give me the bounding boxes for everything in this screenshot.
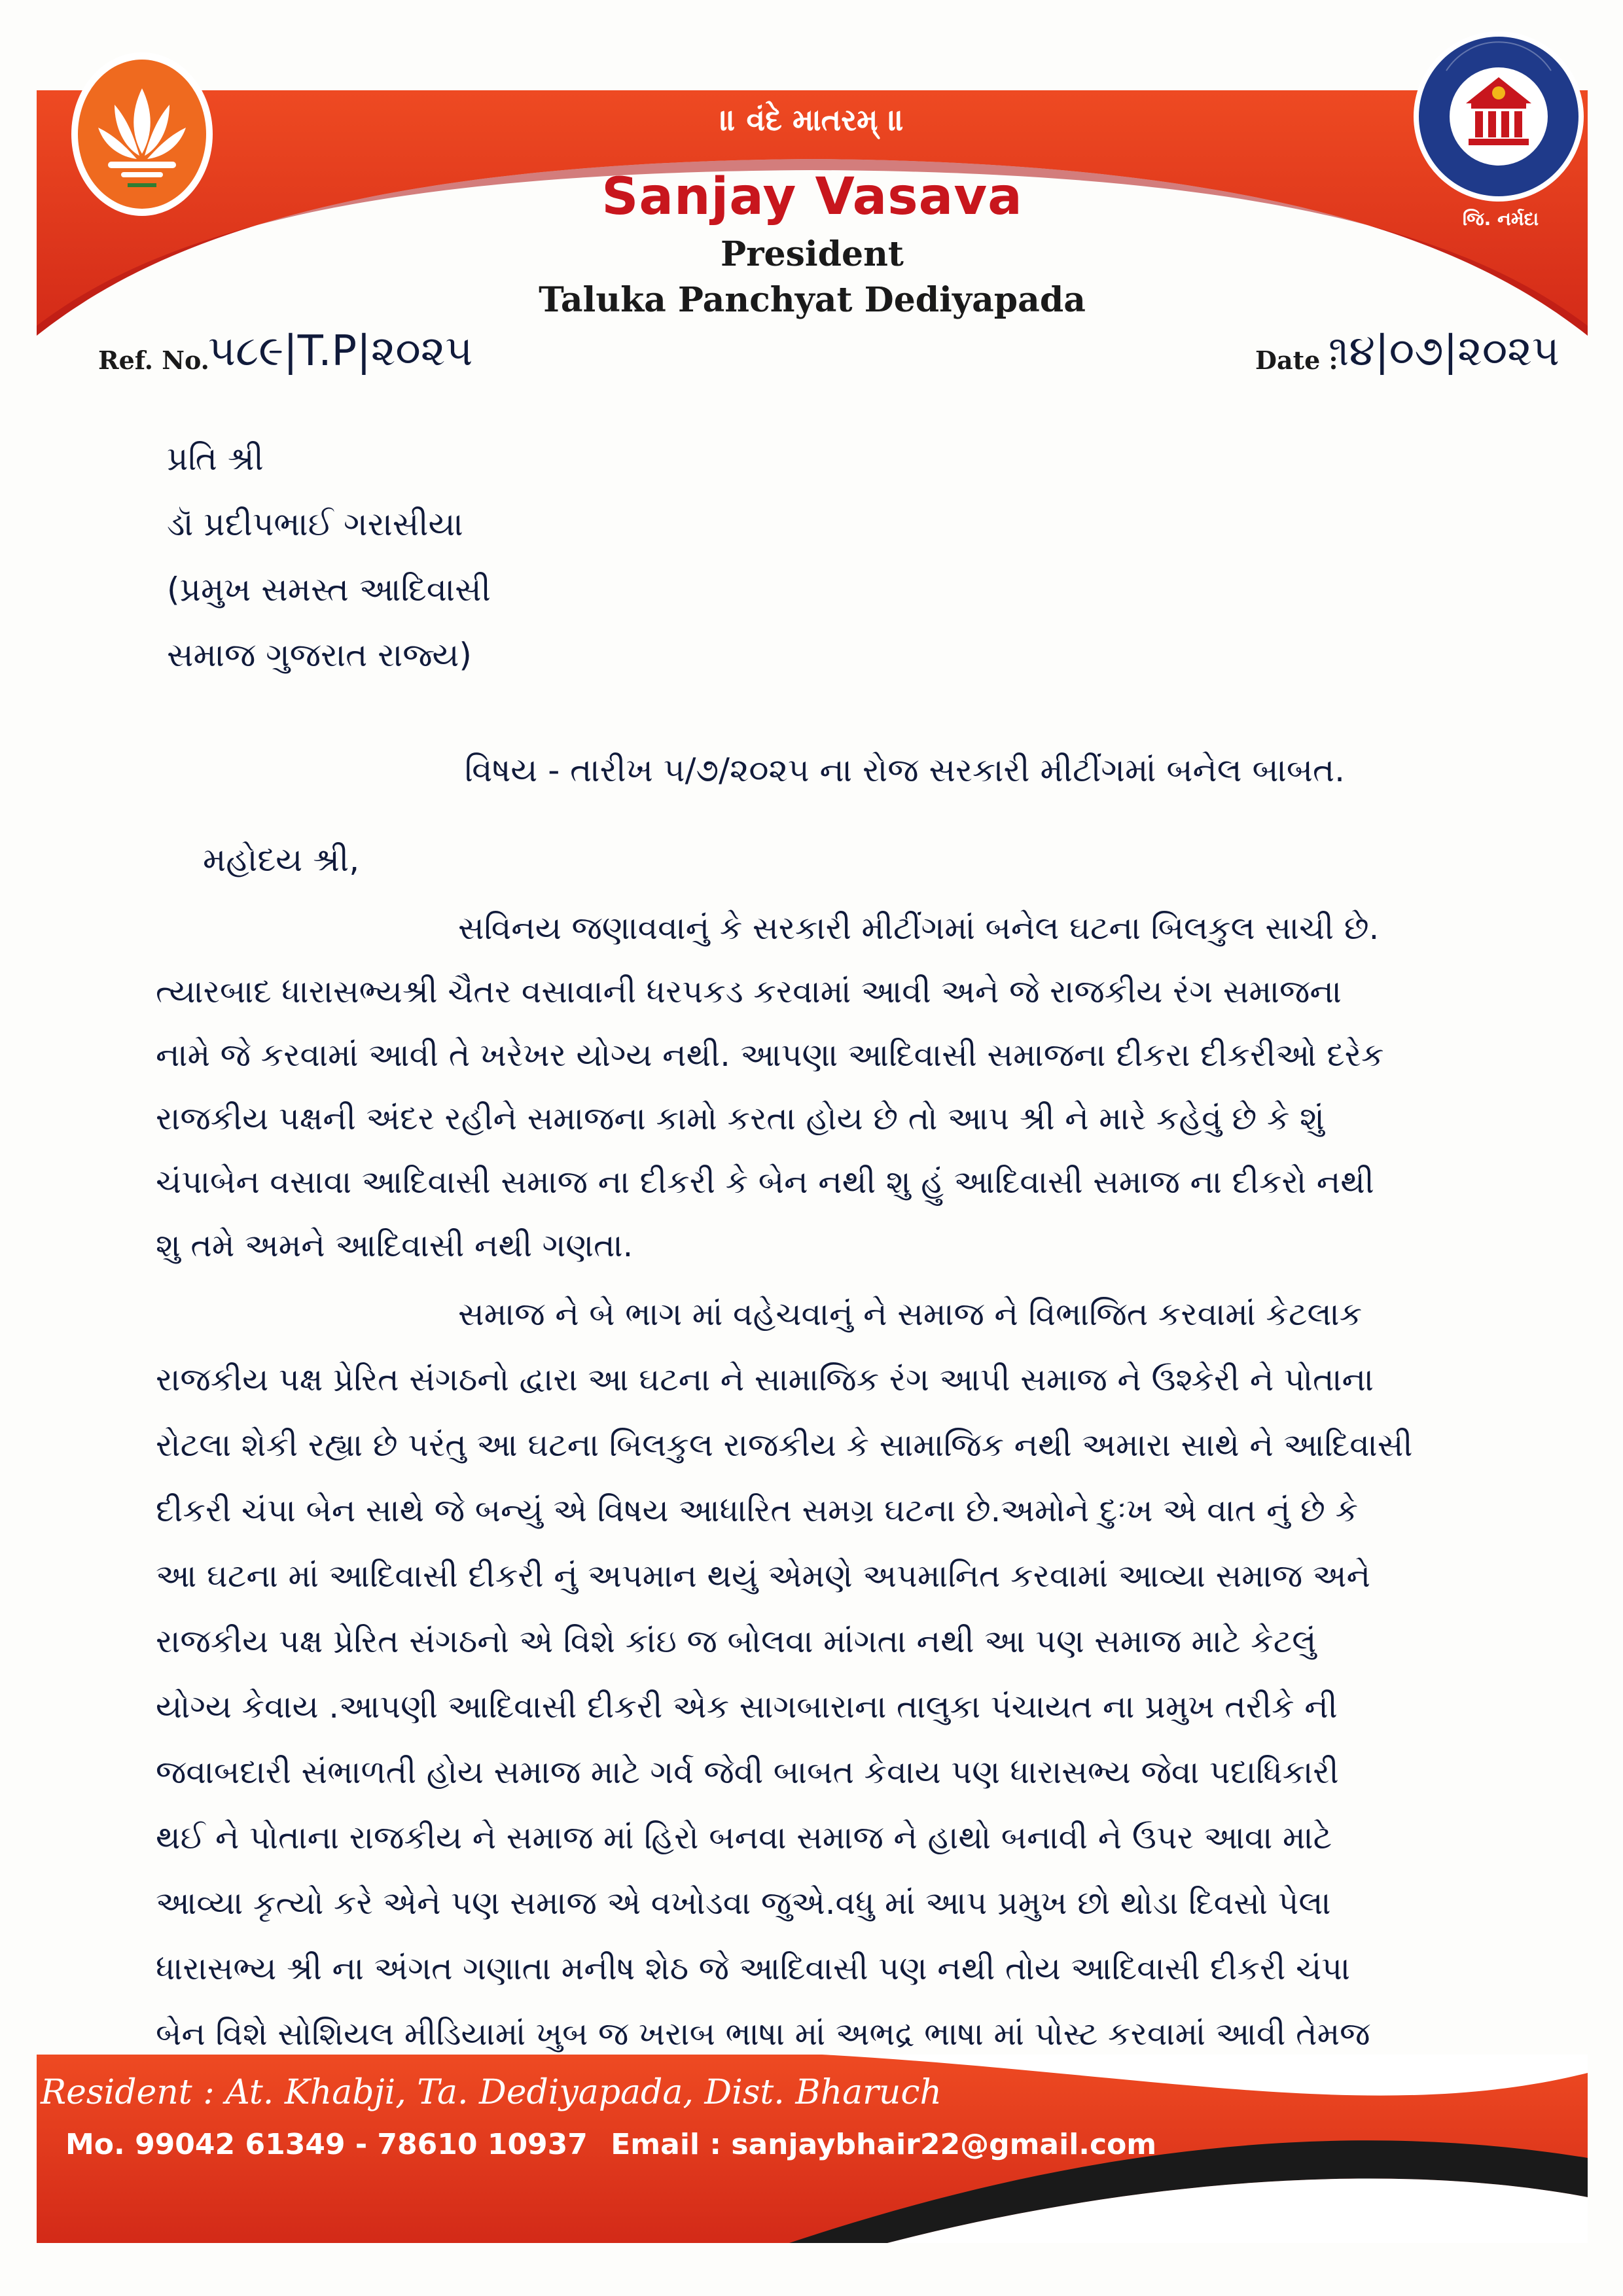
email-address[interactable]: sanjaybhair22@gmail.com: [731, 2128, 1157, 2161]
body-line: રાજકીય પક્ષ પ્રેરિત સંગઠનો દ્વારા આ ઘટના ને સામાજિક રંગ આપી સમાજ ને ઉશ્કેરી ને પોતાના: [156, 1361, 1374, 1398]
seal-district-text: જિ. નર્મદા: [1462, 208, 1539, 230]
slogan: ॥ વંદે માતરમ્ ॥: [720, 102, 904, 137]
president-name: Sanjay Vasava: [601, 168, 1023, 226]
addressee-line: પ્રતિ શ્રી: [167, 440, 264, 478]
body-line: નામે જે કરવામાં આવી તે ખરેખર યોગ્ય નથી. આપણા આદિવાસી સમાજના દીકરા દીકરીઓ દરેક: [156, 1036, 1384, 1074]
body-line: બેન વિશે સોશિયલ મીડિયામાં ખુબ જ ખરાબ ભાષા માં અભદ્ર ભાષા માં પોસ્ટ કરવામાં આવી તેમજ: [156, 2015, 1370, 2053]
taluka-panchayat-seal-icon: [1407, 25, 1590, 208]
mobile-label: Mo.: [65, 2128, 125, 2161]
resident-address: Resident : At. Khabji, Ta. Dediyapada, Dist. Bharuch: [41, 2073, 942, 2112]
body-line: દીકરી ચંપા બેન સાથે જે બન્યું એ વિષય આધારિત સમગ્ર ઘટના છે.અમોને દુઃખ એ વાત નું છે કે: [156, 1492, 1359, 1529]
salutation: મહોદય શ્રી,: [203, 841, 360, 879]
email-label: Email :: [611, 2128, 721, 2161]
date-label: Date :: [1255, 345, 1338, 375]
body-line: રાજકીય પક્ષ પ્રેરિત સંગઠનો એ વિશે કાંઇ જ બોલવા માંગતા નથી આ પણ સમાજ માટે કેટલું: [156, 1623, 1317, 1660]
designation: President: [721, 234, 904, 274]
letter-date: ૧૪|૦૭|૨૦૨૫: [1329, 327, 1560, 376]
contact-line: [65, 2128, 1156, 2161]
body-line: સવિનય જણાવવાનું કે સરકારી મીટીંગમાં બનેલ ઘટના બિલકુલ સાચી છે.: [458, 910, 1380, 947]
letterhead: [37, 90, 1588, 336]
body-line: રોટલા શેકી રહ્યા છે પરંતુ આ ઘટના બિલકુલ રાજકીય કે સામાજિક નથી અમારા સાથે ને આદિવાસી: [156, 1426, 1413, 1464]
body-line: ચંપાબેન વસાવા આદિવાસી સમાજ ના દીકરી કે બેન નથી શુ હું આદિવાસી સમાજ ના દીકરો નથી: [156, 1163, 1374, 1201]
addressee-line: સમાજ ગુજરાત રાજ્ય): [167, 636, 472, 674]
subject-line: વિષય - તારીખ ૫/૭/૨૦૨૫ ના રોજ સરકારી મીટીંગમાં બનેલ બાબત.: [465, 751, 1346, 789]
addressee-line: ડૉ પ્રદીપભાઈ ગરાસીયા: [167, 505, 463, 543]
body-line: ધારાસભ્ય શ્રી ના અંગત ગણાતા મનીષ શેઠ જે આદિવાસી પણ નથી તોય આદિવાસી દીકરી ચંપા: [156, 1950, 1350, 1987]
body-line: થઈ ને પોતાના રાજકીય ને સમાજ માં હિરો બનવા સમાજ ને હાથો બનાવી ને ઉપર આવા માટે: [156, 1819, 1332, 1856]
body-line: શુ તમે અમને આદિવાસી નથી ગણતા.: [156, 1227, 633, 1264]
body-line: યોગ્ય કેવાય .આપણી આદિવાસી દીકરી એક સાગબારાના તાલુકા પંચાયત ના પ્રમુખ તરીકે ની: [156, 1688, 1338, 1725]
body-line: જવાબદારી સંભાળતી હોય સમાજ માટે ગર્વ જેવી બાબત કેવાય પણ ધારાસભ્ય જેવા પદાધિકારી: [156, 1754, 1339, 1791]
office-name: Taluka Panchyat Dediyapada: [539, 280, 1086, 320]
ref-label: Ref. No.: [98, 345, 209, 375]
lotus-logo-icon: [69, 49, 216, 219]
body-line: રાજકીય પક્ષની અંદર રહીને સમાજના કામો કરતા હોય છે તો આપ શ્રી ને મારે કહેવું છે કે શું: [156, 1100, 1325, 1137]
body-line: આ ઘટના માં આદિવાસી દીકરી નું અપમાન થયું એમણે અપમાનિત કરવામાં આવ્યા સમાજ અને: [156, 1557, 1370, 1595]
body-line: ત્યારબાદ ધારાસભ્યશ્રી ચૈતર વસાવાની ધરપકડ કરવામાં આવી અને જે રાજકીય રંગ સમાજના: [156, 973, 1342, 1010]
body-line: સમાજ ને બે ભાગ માં વહેચવાનું ને સમાજ ને વિભાજિત કરવામાં કેટલાક: [458, 1296, 1363, 1333]
addressee-line: (પ્રમુખ સમસ્ત આદિવાસી: [167, 571, 491, 609]
ref-number: ૫૮૯|T.P|૨૦૨૫: [208, 327, 473, 376]
body-line: આવ્યા કૃત્યો કરે એને પણ સમાજ એ વખોડવા જુએ.વધુ માં આપ પ્રમુખ છો થોડા દિવસો પેલા: [156, 1884, 1331, 1922]
mobile-numbers: 99042 61349 - 78610 10937: [135, 2128, 588, 2161]
